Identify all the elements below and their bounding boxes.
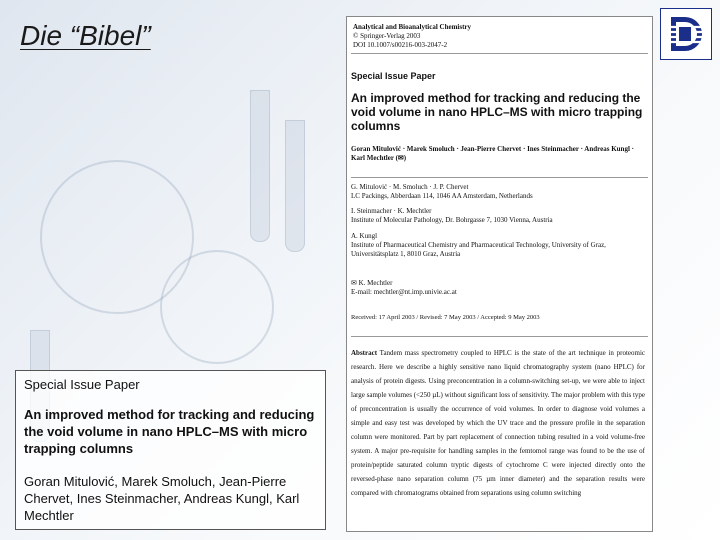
paper-affiliation: G. Mitulović · M. Smoluch · J. P. Chervet LC Packings, Abberdaan 114, 1046 AA Amsterdam, Netherlands <box>351 183 533 200</box>
paper-copyright: © Springer-Verlag 2003 <box>353 32 421 40</box>
paper-affiliation: I. Steinmacher · K. Mechtler Institute of Molecular Pathology, Dr. Bohrgasse 7, 1030 Vienna, Austria <box>351 207 553 224</box>
caption-box <box>15 370 326 530</box>
logo-graphic <box>661 9 711 59</box>
paper-header <box>353 23 471 50</box>
abstract-text: Tandem mass spectrometry coupled to HPLC is the state of the art technique in proteomic research. Here we describe a highly sensitive nano liquid chromatography system (nano HPLC) for analysis of protein digests. Using preconcentration in a column-switching set-up, we were able to inject large sample volumes (<250 µL) without significant loss of sensitivity. The major problem with this type of preconcentration is usually the occurrence of void volumes. In order to diagnose void volumes a simple and easy test was developed by which the UV trace and the pressure profile in the separation column were monitored. Part by part replacement of connection tubing resulted in a void volume-free system. A major pre-requisite for handling samples in the femtomol range was found to be the use of protein/peptide saturated column tryptic digests of cytochrome C were injected directly onto the reversed-phase nano separation column (75 µm inner diameter) and the separation results were compared with chromatograms obtained from separations using column switching <box>351 349 645 497</box>
background-tube-icon <box>250 90 270 242</box>
university-logo-icon <box>660 8 712 60</box>
background-flask-icon <box>160 250 274 364</box>
caption-paper-title: An improved method for tracking and reducing the void volume in nano HPLC–MS with micro trapping columns <box>24 407 315 456</box>
paper-affiliation: A. Kungl Institute of Pharmaceutical Chemistry and Pharmaceutical Technology, University of Graz, Universitätsplatz 1, 8010 Graz, Austria <box>351 232 606 258</box>
paper-doi: DOI 10.1007/s00216-003-2047-2 <box>353 41 448 49</box>
slide-title: Die “Bibel” <box>20 20 151 51</box>
caption-authors: Goran Mitulović, Marek Smoluch, Jean-Pierre Chervet, Ines Steinmacher, Andreas Kungl, Karl Mechtler <box>24 474 300 523</box>
caption-paper-type: Special Issue Paper <box>24 377 140 392</box>
paper-page-image <box>346 16 653 532</box>
paper-dates: Received: 17 April 2003 / Revised: 7 May 2003 / Accepted: 9 May 2003 <box>351 314 540 321</box>
divider <box>351 53 648 54</box>
paper-section-label: Special Issue Paper <box>351 71 436 81</box>
paper-authors: Goran Mitulović · Marek Smoluch · Jean-Pierre Chervet · Ines Steinmacher · Andreas Kungl · Karl Mechtler (✉) <box>351 145 634 162</box>
paper-abstract <box>351 346 645 500</box>
background-tube-icon <box>285 120 305 252</box>
paper-affiliation: ✉ K. Mechtler E-mail: mechtler@nt.imp.univie.ac.at <box>351 279 457 296</box>
paper-title: An improved method for tracking and reducing the void volume in nano HPLC–MS with micro trapping columns <box>351 91 643 133</box>
paper-journal: Analytical and Bioanalytical Chemistry <box>353 23 472 31</box>
divider <box>351 336 648 337</box>
abstract-label: Abstract <box>351 349 378 357</box>
divider <box>351 177 648 178</box>
